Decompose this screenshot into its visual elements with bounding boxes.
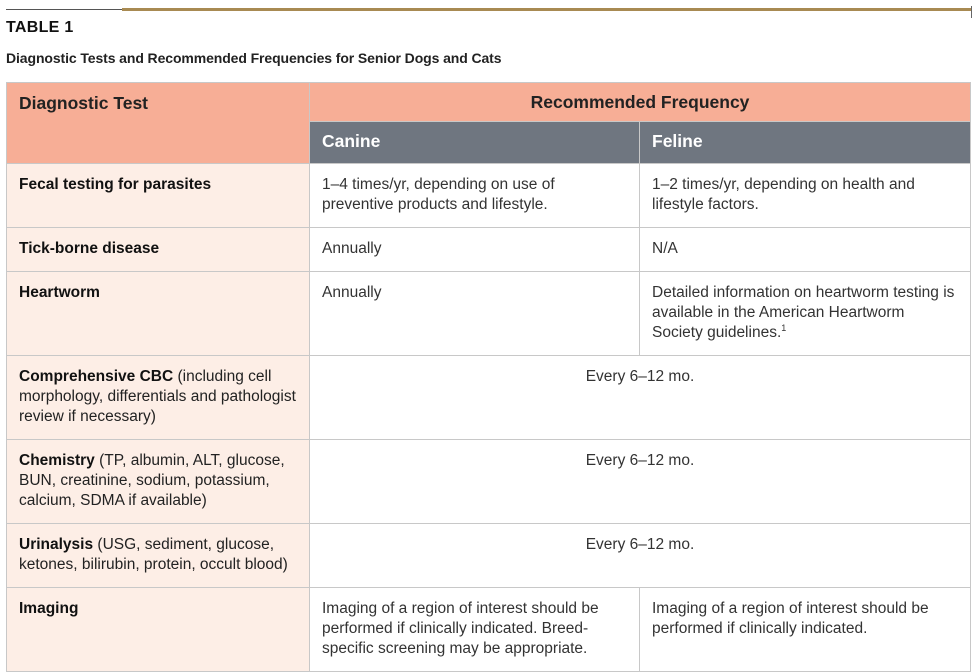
feline-frequency-text: Detailed information on heartworm testing is available in the American Heartworm Society guidelines. [652,284,955,341]
test-note: (USG, sediment, glucose, ketones, bilirubin, protein, occult blood) [19,536,288,573]
test-name: Heartworm [19,284,100,301]
test-note: (including cell morphology, differentials and pathologist review if necessary) [19,368,296,425]
table-label: TABLE 1 [6,19,74,36]
table-caption: Diagnostic Tests and Recommended Frequencies for Senior Dogs and Cats [6,50,502,66]
table-row [7,272,971,356]
column-header-diagnostic-test: Diagnostic Test [7,83,310,164]
canine-frequency-cell: 1–4 times/yr, depending on use of preventive products and lifestyle. [310,164,640,228]
header-rule-tick [971,6,972,18]
shared-frequency-cell: Every 6–12 mo. [310,524,971,588]
table-row [7,524,971,588]
canine-frequency-cell: Imaging of a region of interest should be performed if clinically indicated. Breed-specific screening may be appropriate. [310,588,640,672]
test-name-cell [7,588,310,672]
shared-frequency-cell: Every 6–12 mo. [310,356,971,440]
table-row [7,588,971,672]
column-header-feline: Feline [640,122,971,164]
test-name-cell [7,356,310,440]
table-header-row [7,83,971,122]
test-name: Fecal testing for parasites [19,176,212,193]
canine-frequency-cell: Annually [310,272,640,356]
shared-frequency-cell: Every 6–12 mo. [310,440,971,524]
test-note: (TP, albumin, ALT, glucose, BUN, creatinine, sodium, potassium, calcium, SDMA if available) [19,452,285,509]
table-row [7,164,971,228]
feline-frequency-cell: N/A [640,228,971,272]
canine-frequency-cell: Annually [310,228,640,272]
table-row [7,228,971,272]
column-header-canine: Canine [310,122,640,164]
feline-frequency-cell: 1–2 times/yr, depending on health and lifestyle factors. [640,164,971,228]
test-name-cell [7,440,310,524]
column-header-recommended-frequency: Recommended Frequency [310,83,971,122]
test-name: Urinalysis [19,536,94,553]
test-name: Comprehensive CBC [19,368,174,385]
test-name-cell [7,228,310,272]
diagnostic-frequency-table [6,82,971,672]
feline-frequency-cell: Imaging of a region of interest should be performed if clinically indicated. [640,588,971,672]
feline-frequency-cell [640,272,971,356]
test-name: Tick-borne disease [19,240,160,257]
table-row [7,356,971,440]
test-name-cell [7,164,310,228]
test-name-cell [7,524,310,588]
reference-superscript: 1 [781,322,787,333]
header-rule-dark [6,9,122,10]
table-row [7,440,971,524]
header-rule-accent [122,8,972,11]
test-name: Chemistry [19,452,95,469]
test-name-cell [7,272,310,356]
test-name: Imaging [19,600,79,617]
